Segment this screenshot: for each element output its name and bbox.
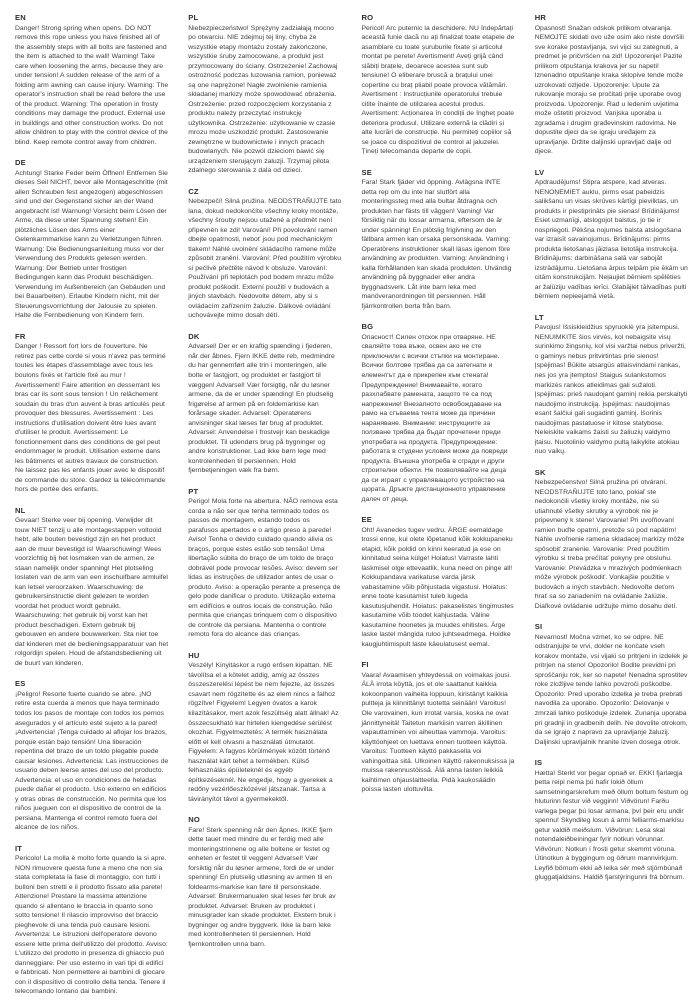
warning-text: Niebezpieczeństwo! Sprężyny zadziałają mocno po otwarciu. NIE zdejmuj tej liny, chyba że wszystkie etapy montażu zostały zakończone, wszystkie śruby zamocowane, a produkt jest przymocowany do ściany. Ostrzeżenie! Zachowaj ostrożność podczas luzowania ramion, ponieważ są one naprężone! Nagłe zwolnienie ramienia składanej markizy może spowodować obrażenia. Ostrzeżenie: przed rozpoczęciem korzystania z produktu należy przeczytać instrukcję użytkownika. Ostrzeżenie: użytkowanie w czasie mrozu może uszkodzić produkt. Zastosowanie zewnętrzne w budownictwie i innych pracach budowlanych. Nie pozwól dzieciom bawić się urządzeniem sterującym żaluzji. Trzymaj pilota zdalnego sterowania z dala od dzieci. <box>188 24 338 175</box>
language-section-pl <box>188 13 341 176</box>
language-section-nl <box>15 506 168 669</box>
language-section-ee <box>362 515 515 649</box>
language-code-label: NL <box>15 505 26 515</box>
warning-text: Vaara! Avaamisen yhteydessä on voimakas jousi. ÄLÄ irrota köyttä, jos et ole saattanut kaikkia kokoonpanon vaiheita loppuun, kiristänyt kaikkia pultteja ja kiinnittänyt tuotetta seinään! Varoitus! Ole varovainen, kun irrotat varsia, koska ne ovat jännittyneitä! Taitetun markiisin varren äkillinen vapauttaminen voi aiheuttaa vammoja. Varoitus: käyttöohjeet on luettava ennen tuotteen käyttöä. Varoitus: Tuotteen käyttö pakkasella voi vahingoittaa sitä. Ulkoinen käyttö rakennuksissa ja muissa rakennustöissä. Älä anna lasten leikkiä kaihtimen ohjauslaitteella. Pidä kaukosäädin poissa lasten ulottuvilta. <box>361 671 515 794</box>
language-code-label: BG <box>361 322 374 332</box>
language-code-label: ES <box>15 679 26 689</box>
language-section-dk <box>188 332 341 476</box>
language-code-label: EE <box>361 515 373 525</box>
warning-text: Danger ! Ressort fort lors de l'ouverture. Ne retirez pas cette corde si vous n'avez pas terminé toutes les étapes d'assemblage avec tous les boulons fixés et l'article fixé au mur ! Avertissement! Faire attention en desserrant les bras car ils sont sous tension ! Un relâchement soudain du bras d'un auvent à bras articulés peut provoquer des blessures. Avertissement : Les instructions d'utilisation doivent être lues avant d'utiliser le produit. Avertissement: Le fonctionnement dans des conditions de gel peut endommager le produit. Utilisation externe dans les bâtiments et autres travaux de construction. Ne laissez pas les enfants jouer avec le dispositif de commande du store. Gardez la télécommande hors de portée des enfants. <box>15 343 166 494</box>
text-column-1 <box>15 13 168 1008</box>
language-code-label: EN <box>15 13 26 22</box>
text-column-4 <box>535 13 688 1008</box>
language-section-is <box>535 758 688 883</box>
warning-text: Опасност! Силен отскок при отваряне. НЕ сваляйте това въже, освен ако не сте приключили с всички стъпки на монтиране. Всички болтове трябва да са затегнати и елементът да е прикрепен към стената! Предупреждение! Внимавайте, когато разхлабвате рамената, защото те са под напрежение! Внезапното освобождаване на рамо на сгъваема тента може да причини нараняване. Внимание: инструкциите за ползване трябва да бъдат прочетени преди употребата на продукта. Предупреждение: работата в студени условия може да повреди продукта. Външна употреба в сгради и други строителни обекти. Не позволявайте на деца да си играят с управляващото устройство на щората. Дръжте дистанционното управление далеч от деца. <box>361 333 508 503</box>
language-section-pt <box>188 487 341 640</box>
language-section-bg <box>362 322 515 504</box>
language-section-en <box>15 13 168 147</box>
warning-text: ¡Peligro! Resorte fuerte cuando se abre. ¡NO retire esta cuerda a menos que haya terminado todos los pasos de montaje con todos los pernos asegurados y el artículo esté sujeto a la pared! ¡Advertencia! ¡Tenga cuidado al aflojar los brazos, porque están bajo tensión! Una liberación repentina del brazo de un toldo plegable puede causar lesiones. Advertencia: Las instrucciones de usuario deben leerse antes del uso del producto. Advertencia: el uso en condiciones de heladas puede dañar el producto. Uso externo en edificios y otras obras de construcción. No permita que los niños jueguen con el dispositivo de control de la persiana. Mantenga el control remoto fuera del alcance de los niños. <box>15 690 169 832</box>
warning-text: Veszély! Kinyitáskor a rugó erősen kipattan. NE távolítsa el a kötelet addig, amíg az összes összeszerelési lépést be nem fejezte, az összes csavart nem rögzítette és az elem nincs a falhoz rögzítve! Figyelem! Legyen óvatos a karok kilazításakor, mert azok feszültség alatt állnak! Az összecsukható kar hirtelen kiengedése sérülést okozhat. Figyelmeztetés: A termék használata előtt el kell olvasni a használati útmutatót. Figyelem: A fagyos körülmények között történő használat kárt tehet a termékben. Külső felhasználás épületeknél és egyéb építkezéseknél. Ne engedje, hogy a gyerekek a redőny vezérlőeszközével játszanak. Tartsa a távirányítót távol a gyermekektől. <box>188 662 339 803</box>
language-section-si <box>535 622 688 747</box>
warning-text: Achtung! Starke Feder beim Öffnen! Entfernen Sie dieses Seil NICHT, bevor alle Montageschritte (mit allen Schrauben fest angezogen) abgeschlossen sind und der Gegenstand sicher an der Wand angebracht ist! Warnung! Vorsicht beim Lösen der Arme, da diese unter Spannung stehen! Ein plötzliches Lösen des Arms einer Gelenkarmmarkise kann zu Verletzungen führen. Warnung: Die Bedienungsanleitung muss vor der Verwendung des Produkts gelesen werden. Warnung: Der Betrieb unter frostigen Bedingungen kann das Produkt beschädigen. Verwendung im Außenbereich (an Gebäuden und bei Bauarbeiten). Erlaube Kindern nicht, mit der Steuerungsvorrichtung der Jalousie zu spielen. Halte die Fernbedienung von Kindern fern. <box>15 169 168 320</box>
warning-text: Perigo! Mola forte na abertura. NÃO remova esta corda a não ser que tenha terminado todos os passos de montagem, estando todos os parafusos apertados e o artigo preso à parede! Aviso! Tenha o devido cuidado quando alivia os braços, porque estes estão sob tensão! Uma libertação súbita do braço de um toldo de braço dobrável pode provocar lesões. Aviso: devem ser lidas as instruções de utilizador antes de usar o produto. Aviso: a operação perante a presença de gelo pode danificar o produto. Utilização externa em edifícios e outros locais de construção. Não permita que crianças brinquem com o dispositivo de controle da persiana. Mantenha o controle remoto fora do alcance das crianças. <box>188 498 341 639</box>
language-code-label: SK <box>534 467 546 477</box>
warning-text: Pericolo! La molla è molto forte quando la si apre. NON rimuovere questa fune a meno che non sia stata completata la fase di montaggio, con tutti i bulloni ben stretti e il prodotto fissato alla parete! Attenzione! Prestare la massima attenzione quando si allentano le braccia in quanto sono sotto tensione! Il rilascio improvviso del braccio pieghevole di una tenda può causare lesioni. Avvertenza: Le istruzioni dell'operatore devono essere lette prima dell'utilizzo del prodotto. Avviso: L'utilizzo del prodotto in presenza di ghiaccio può danneggiare. Per uso esterno in vari tipi di edifici e fabbricati. Non permettere ai bambini di giocare con il dispositivo di controllo della tenda. Tenere il telecomando lontano dai bambini. <box>15 855 168 996</box>
language-code-label: DK <box>188 331 200 341</box>
language-code-label: PL <box>188 13 199 22</box>
warning-text: Nebezpečí! Silná pružina. NEODSTRAŇUJTE tato lana, dokud nedokončíte všechny kroky montáže, všechny šrouby nejsou utažené a předmět není připevněn ke zdi! Varování! Při povolování ramen dbejte opatrnosti, neboť jsou pod mechanickým tlakem! Náhlé uvolnění skládacího ramene může způsobit zranění. Varování: Před použitím výrobku si pečlivě přečtěte návod k obsluze. Varování: Používání při teplotách pod bodem mrazu může produkt poškodit. Externí použití v budovách a jiných stavbách. Nedovolte dětem, aby si s ovládacím zařízením žaluzie. Dálkové ovládání uchovávejte mimo dosah dětí. <box>188 198 342 320</box>
language-code-label: IS <box>534 758 543 768</box>
language-code-label: IT <box>15 843 23 853</box>
warning-text: Opasnost! Snažan odskok prilikom otvaranja. NEMOJTE skidati ovo uže osim ako niste dovršili sve korake postavljanja, svi vijci su zategnuti, a predmet je pričvršćen na zid! Upozorenje! Pazite prilikom otpuštanja krakova jer su napeti! Iznenadno otpuštanje kraka sklopive tende može uzrokovati ozljede. Upozorenje: Upute za rukovanje moraju se pročitati prije uporabe ovog proizvoda. Upozorenje: Rad u ledenim uvjetima može oštetiti proizvod. Vanjska uporaba u zgradama i drugim građevinskim radovima. Ne dopustite djeci da se igraju uređajem za upravljanje. Držite daljinski upravljač dalje od djece. <box>534 24 684 156</box>
warning-text: Pericol! Arc puternic la deschidere. NU îndepărtați această funie dacă nu ați finalizat toate etapele de asamblare cu toate șuruburile fixate și articolul montat pe perete! Avertisment! Aveți grijă când slăbiți brațele, deoarece acestea sunt sub tensiune! O eliberare bruscă a brațului unei copertine cu braț pliabil poate provoca vătămări. Avertisment : Instrucțiunile operatorului trebuie citite înainte de utilizarea acestui produs. Avertisment: Acționarea în condiții de îngheț poate deteriora produsul. Utilizare externă la clădiri și alte lucrări de construcție. Nu permiteți copiilor să se joace cu dispozitivul de control al jaluzelei. Țineți telecomanda departe de copii. <box>361 24 515 156</box>
warning-text: Apdraudējums! Stipra atspere, kad atveras. NENOŅEMIET auklu, pirms esat pabeidzis salikšanu un visas skrūves kārtīgi pievilktas, un produkts ir piestiprināts pie sienas! Brīdinājums! Esiet uzmanīgi, atslogojot balstus, jo tie ir nospriegoti. Pēkšņa nojumes balsta atslogošana var izraisīt savainojumus. Brīdinājums: pirms produkta lietošanas jāizlasa lietotāja instrukcija. Brīdinājums: darbināšana salā var sabojāt izstrādājumu. Lietošana ārpus telpām pie ēkām un citām konstrukcijām. Neļaujiet bērniem spēlēties ar žalūziju vadības ierīci. Glabājiet tālvadības pulti bērniem nepieejamā vietā. <box>534 179 688 301</box>
language-code-label: HR <box>534 13 547 22</box>
language-code-label: NO <box>188 815 201 825</box>
warning-text: Fara! Stark fjäder vid öppning. Avlägsna INTE detta rep om du inte har slutfört alla monteringssteg med alla bultar åtdragna och produkten har fästs till väggen! Varning! Var försiktig när du lossar armarna, eftersom de är under spänning! En plötslig frigivning av den fällbara armen kan orsaka personskada. Varning: Operatörens instruktioner skall läsas igenom före användning av produkten. Varning: Användning i kalla förhållanden kan skada produkten. Utvändig användning på byggnader eller andra byggnadsverk. Låt inte barn leka med manöveranordningen till persiennen. Håll fjärrkontrollen borta från barn. <box>361 179 512 310</box>
language-code-label: FR <box>15 331 26 341</box>
language-section-se <box>362 168 515 312</box>
warning-text: Hætta! Sterkt vor þegar opnað er. EKKI fjarlægja þetta reipi nema þú hafir lokið öllum samsetningarskrefum með öllum boltum festum og hluturinn festur við vegginn! Viðvörun! Farðu varlega þegar þú losar armana, því þeir eru undir spennu! Skyndileg losun á armi felliarms-markísu getur valdið meiðslum. Viðvörun: Lesa skal notendaleiðbeiningar fyrir notkun vörunnar. Viðvörun: Notkun í frosti getur skemmt vöruna. Útinotkun á byggingum og öðrum mannvirkjum. Leyfið börnum ekki að leika sér með stjórnbúnað gluggatjaldsins. Haldið fjarstýringunni frá börnum. <box>534 769 688 882</box>
language-code-label: FI <box>361 660 369 670</box>
warning-text: Fare! Sterk spenning når den åpnes. IKKE fjern dette tauet med mindre du er ferdig med alle monteringstrinnene og alle boltene er festet og enheten er festet til veggen! Advarsel! Vær forsiktig når du løsner armene, fordi de er under spenning! En plutselig utløsning av armen til en foldearms-markise kan føre til personskade. Advarsel: Brukermanualen skal leses før bruk av produktet. Advarsel: Bruken av produktet i minusgrader kan skade produktet. Ekstern bruk i bygninger og andre byggverk. Ikke la barn leke med kontrollenheten til persiennen. Hold fjernkontrollen unna barn. <box>188 826 336 948</box>
language-code-label: SE <box>361 167 373 177</box>
language-section-hr <box>535 13 688 157</box>
language-section-sk <box>535 468 688 612</box>
language-code-label: RO <box>361 13 374 22</box>
warning-text: Nevarnost! Močna vzmet, ko se odpre. NE odstranjujte te vrvi, dokler ne končate vseh korakov montaže, vsi vijaki so pritrjeni in izdelek je pritrjen na steno! Opozorilo! Bodite previdni pri sproščanju rok, ker so napete! Nenadna sprostitev roke zložljive tende lahko povzroči poškodbe. Opozorilo: Pred uporabo izdelka je treba prebrati navodila za uporabo. Opozorilo: Delovanje v zmrzali lahko poškoduje izdelek. Zunanja uporaba pri gradnji in gradbenih delih. Ne dovolite otrokom, da se igrajo z napravo za upravljanje žaluzij. Daljinski upravljalnik hranite izven dosega otrok. <box>534 633 688 746</box>
warning-text: Pavojus! Išsiskleidžius spyruoklė yra įsitempusi. NENUIMKITE šios virvės, kol nebaigsite visų surinkimo žingsnių, kol visi varžtai nebus priveržti, o gaminys nebus pritvirtintas prie sienos! Įspėjimas! Būkite atsargūs atlaisvindami rankas, nes jos yra įtemptos! Staigus sulankstomos markizės rankos atleidimas gali sužaloti. Įspėjimas: prieš naudojant gaminį reikia perskaityti naudojimo instrukciją. Įspėjimas: naudojimas esant šalčiui gali sugadinti gaminį. Išorinis naudojimas pastatuose ir kitose statybose. Neleiskite vaikams žaisti su žaliuzių valdymo įtaisu. Nuotolinio valdymo pultą laikykite atokiau nuo vaikų. <box>534 324 688 456</box>
language-section-ro <box>362 13 515 157</box>
language-section-no <box>188 815 341 949</box>
text-column-3 <box>362 13 515 1008</box>
language-section-cz <box>188 187 341 321</box>
warning-text: Oht! Avanedes tugev vedru. ÄRGE eemaldage trossi enne, kui olete lõpetanud kõik kokkupaneku etapid, kõik poldid on kinni keeratud ja ese on kinnitatud seina külge! Hoiatus! Varraste lahti laskmisel olge ettevaatlik, kuna need on pinge all! Kokkupandava varikatuse varda järsk vabastamine võib põhjustada vigastusi. Hoiatus: enne toote kasutamist tuleb lugeda kasutusjuhendit. Hoiatus: pakaselistes tingimustes kasutamine võib toodet kahjustada. Väline kasutamine hoonetes ja muudes ehitistes. Ärge laske lastel mängida ruloo juhtseadmega. Hoidke kaugjuhtimispult laste käeulatusest eemal. <box>361 526 514 648</box>
language-section-es <box>15 679 168 832</box>
text-column-2 <box>188 13 341 1008</box>
warning-text: Nebezpečenstvo! Silná pružina pri otváraní. NEODSTRAŇUJTE toto lano, pokiaľ ste nedokončili všetky kroky montáže, nie sú utiahnuté všetky skrutky a výrobok nie je pripevnený k stene! Varovanie! Pri uvoľňovaní ramien buďte opatrní, pretože sú pod napätím! Náhle uvoľnenie ramena skladacej markízy môže spôsobiť zranenie. Varovanie: Pred použitím výrobku si treba prečítať pokyny pre obsluhu. Varovanie: Prevádzka v mrazivých podmienkach môže výrobok poškodiť. Vonkajšie použitie v budovách a iných stavbách. Nedovoľte deťom hrať sa so zariadením na ovládanie žalúzie. Diaľkové ovládanie udržujte mimo dosahu detí. <box>534 479 685 610</box>
language-code-label: HU <box>188 650 200 660</box>
language-section-fr <box>15 332 168 495</box>
language-code-label: PT <box>188 486 199 496</box>
language-section-it <box>15 844 168 997</box>
language-code-label: LV <box>534 167 545 177</box>
warning-text: Danger! Strong spring when opens. DO NOT remove this rope unless you have finished all of the assembly steps with all bolts are fastened and the item is attached to the wall! Warning! Take care when loosening the arms, because they are under tension! A sudden release of the arm of a folding arm awning can cause injury. Warning: The operator's instruction shall be read before the use of the product. Warning: The operation in frosty conditions may damage the product. External use in buildings and other construction works. Do not allow children to play with the control device of the blind. Keep remote control away from children. <box>15 24 169 146</box>
language-section-hu <box>188 651 341 804</box>
language-code-label: CZ <box>188 186 199 196</box>
warning-text: Gevaar! Sterke veer bij opening. Verwijder dit touw NIET tenzij u alle montagestappen voltooid hebt, alle bouten bevestigd zijn en het product aan de muur bevestigd is! Waarschuwing! Wees voorzichtig bij het losmaken van de armen, ze staan namelijk onder spanning! Het plotseling loslaten van de arm van een inschuifbare armluifel kan letsel veroorzaken. Waarschuwing: de gebruikersinstructie dient gelezen te worden voordat het product wordt gebruikt. Waarschuwing: het gebruik bij vorst kan het product beschadigen. Extern gebruik bij gebouwen en andere bouwwerken. Sta niet toe dat kinderen met de bedieningsapparatuur van het rolgordijn spelen. Houd de afstandsbediening uit de buurt van kinderen. <box>15 517 169 667</box>
language-code-label: DE <box>15 158 26 168</box>
language-section-lv <box>535 168 688 302</box>
language-code-label: SI <box>534 622 543 632</box>
warning-text: Advarsel! Der er en kraftig spænding i fjederen, når der åbnes. Fjern IKKE dette reb, medmindre du har gennemført alle trin i monteringen, alle bolte er fastgjort, og produktet er fastgjort til væggen! Advarsel! Vær forsigtig, når du løsner armene, da de er under spænding! En pludselig frigørelse af armen på en foldemarkise kan forårsage skader. Advarsel: Operatørens anvisninger skal læses før brug af produktet. Advarsel: Anvendelse i frostvejr kan beskadige produktet. Til udendørs brug på bygninger og andre konstruktioner. Lad ikke børn lege med kontrolenheden til persiennen. Hold fjernbetjeningen væk fra børn. <box>188 343 335 475</box>
language-section-lt <box>535 313 688 457</box>
language-section-fi <box>362 660 515 794</box>
language-code-label: LT <box>534 312 544 322</box>
language-section-de <box>15 158 168 321</box>
